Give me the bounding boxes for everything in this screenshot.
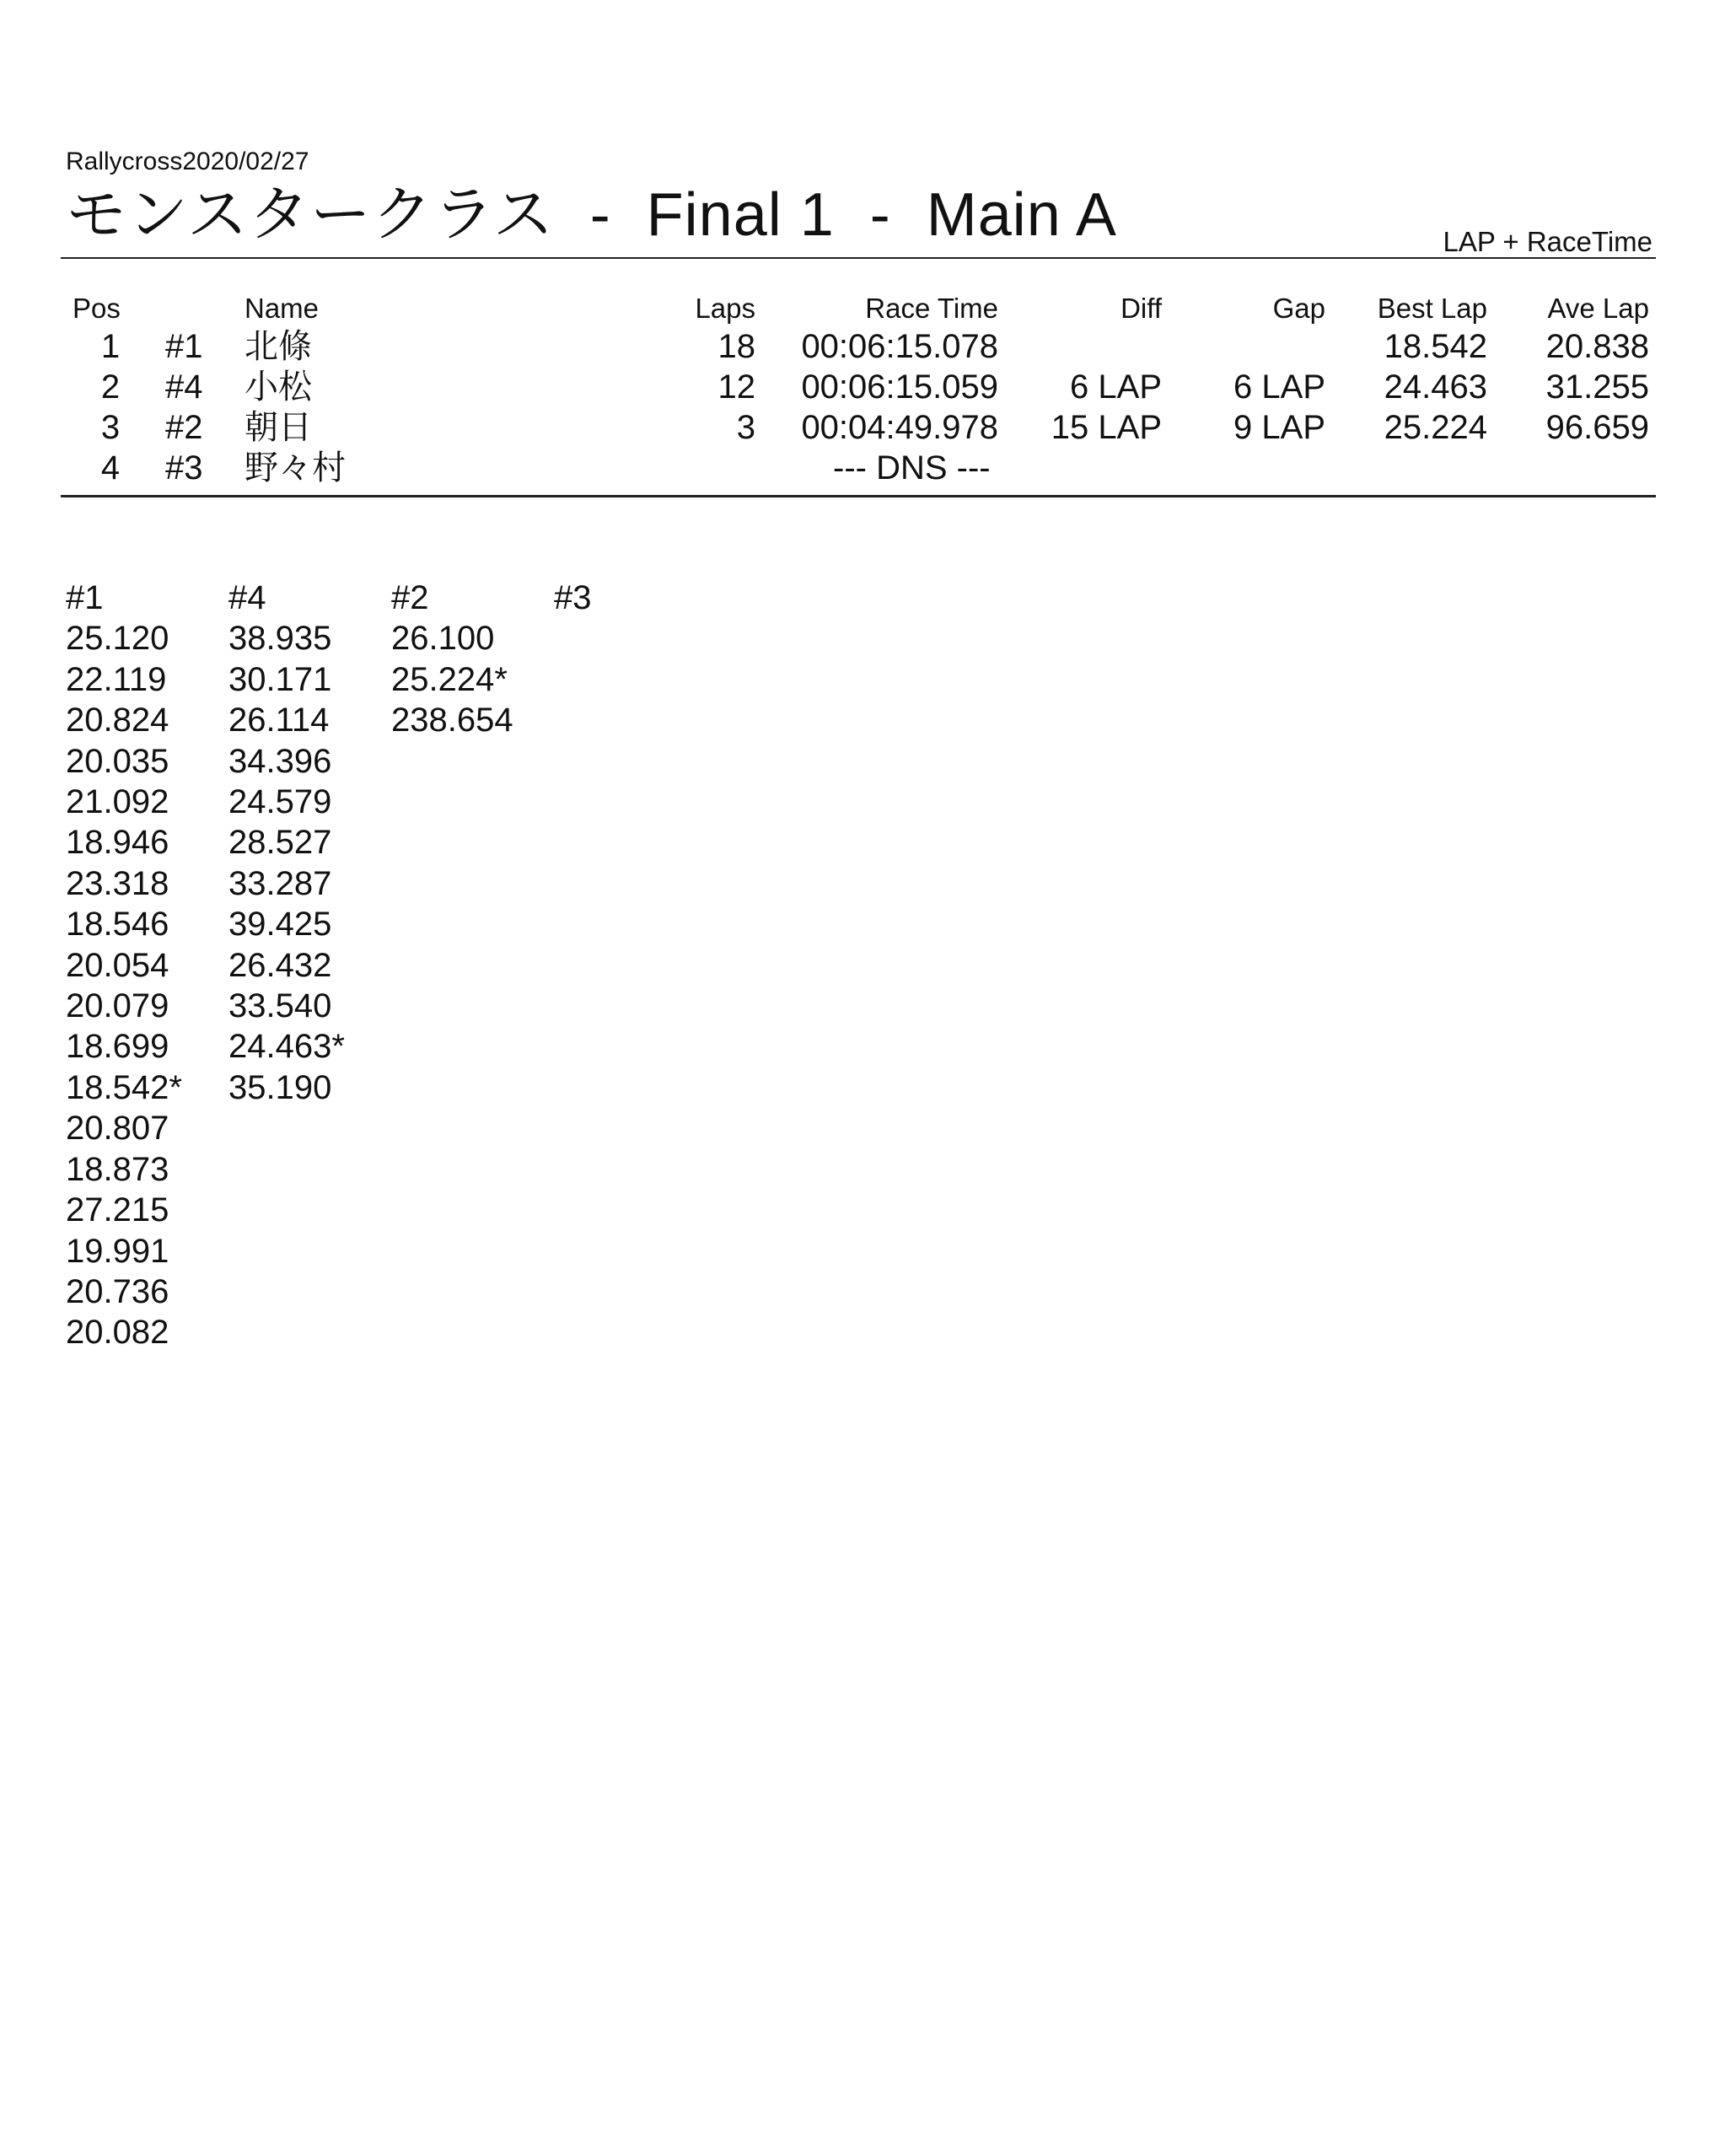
col-ave-lap-header: Ave Lap (1547, 293, 1649, 324)
title-divider (61, 257, 1656, 259)
result-car-number: #4 (165, 368, 203, 406)
lap-times (66, 578, 717, 1353)
result-pos: 3 (100, 409, 121, 446)
lap-time: 20.079 (66, 987, 169, 1025)
lap-time: 18.542* (66, 1068, 182, 1106)
result-best-lap: 25.224 (1384, 409, 1487, 446)
result-car-number: #1 (165, 328, 203, 365)
lap-column (391, 578, 554, 1353)
lap-column (554, 578, 717, 1353)
lap-time: 20.035 (66, 742, 169, 780)
lap-column-header: #3 (554, 579, 592, 616)
lap-time: 19.991 (66, 1232, 169, 1270)
col-race-time-header: Race Time (865, 293, 998, 324)
result-driver-name: 北條 (245, 328, 312, 365)
lap-time: 35.190 (228, 1068, 332, 1106)
col-laps-header: Laps (695, 293, 755, 324)
result-laps: 18 (717, 328, 755, 365)
lap-time: 238.654 (391, 702, 513, 739)
lap-time: 26.100 (391, 620, 495, 658)
lap-time: 18.873 (66, 1150, 169, 1188)
col-name-header: Name (245, 293, 320, 324)
result-row (0, 326, 1725, 367)
event-label: Rallycross2020/02/27 (66, 148, 309, 175)
col-best-lap-header: Best Lap (1377, 293, 1487, 324)
result-driver-name: 野々村 (245, 449, 346, 487)
lap-column-header: #2 (391, 579, 429, 616)
result-pos: 1 (100, 328, 121, 365)
result-diff: 15 LAP (1051, 409, 1162, 446)
lap-time: 20.736 (66, 1272, 169, 1310)
result-laps: 3 (736, 409, 755, 446)
result-car-number: #3 (165, 449, 203, 487)
lap-time: 28.527 (228, 824, 332, 862)
timing-mode-label: LAP + RaceTime (1443, 226, 1652, 257)
page-title: モンスタークラス - Final 1 - Main A (66, 181, 1117, 249)
lap-time: 39.425 (228, 906, 332, 944)
lap-time: 25.120 (66, 620, 169, 658)
lap-time: 34.396 (228, 742, 332, 780)
result-driver-name: 朝日 (245, 409, 312, 446)
result-gap: 9 LAP (1233, 409, 1325, 446)
lap-time: 18.946 (66, 824, 169, 862)
result-car-number: #2 (165, 409, 203, 446)
result-gap: 6 LAP (1233, 368, 1325, 406)
lap-time: 18.699 (66, 1028, 169, 1066)
result-row (0, 448, 1725, 488)
col-gap-header: Gap (1272, 293, 1325, 324)
col-pos-header: Pos (73, 293, 121, 324)
lap-time: 24.579 (228, 783, 332, 821)
lap-time: 25.224* (391, 660, 508, 698)
result-driver-name: 小松 (245, 368, 312, 406)
lap-time: 20.082 (66, 1314, 169, 1352)
lap-time: 20.807 (66, 1110, 169, 1148)
result-row (0, 367, 1725, 407)
results-table (0, 291, 1725, 488)
lap-time: 20.824 (66, 702, 169, 739)
result-best-lap: 18.542 (1384, 328, 1487, 365)
result-race-time: 00:06:15.059 (801, 368, 998, 406)
results-divider (61, 495, 1656, 497)
lap-time: 24.463* (228, 1028, 345, 1066)
result-race-time: 00:06:15.078 (801, 328, 998, 365)
result-ave-lap: 31.255 (1545, 368, 1649, 406)
result-status: --- DNS --- (833, 449, 991, 487)
lap-time: 22.119 (66, 660, 167, 698)
lap-time: 26.432 (228, 946, 332, 984)
lap-time: 27.215 (66, 1191, 169, 1229)
result-ave-lap: 20.838 (1545, 328, 1649, 365)
result-diff: 6 LAP (1070, 368, 1162, 406)
result-ave-lap: 96.659 (1545, 409, 1649, 446)
lap-time: 33.287 (228, 864, 332, 902)
result-best-lap: 24.463 (1384, 368, 1487, 406)
lap-column-header: #4 (228, 579, 266, 616)
lap-time: 30.171 (228, 660, 332, 698)
result-laps: 12 (717, 368, 755, 406)
lap-time: 38.935 (228, 620, 332, 658)
lap-column-header: #1 (66, 579, 104, 616)
result-row (0, 407, 1725, 448)
col-diff-header: Diff (1120, 293, 1162, 324)
lap-column (66, 578, 228, 1353)
results-header-row (0, 291, 1725, 326)
lap-time: 23.318 (66, 864, 169, 902)
lap-time: 26.114 (228, 702, 330, 739)
result-pos: 4 (100, 449, 121, 487)
lap-column (228, 578, 391, 1353)
result-pos: 2 (100, 368, 121, 406)
result-race-time: 00:04:49.978 (801, 409, 998, 446)
lap-time: 18.546 (66, 906, 169, 944)
lap-time: 20.054 (66, 946, 169, 984)
lap-time: 33.540 (228, 987, 332, 1025)
lap-time: 21.092 (66, 783, 169, 821)
